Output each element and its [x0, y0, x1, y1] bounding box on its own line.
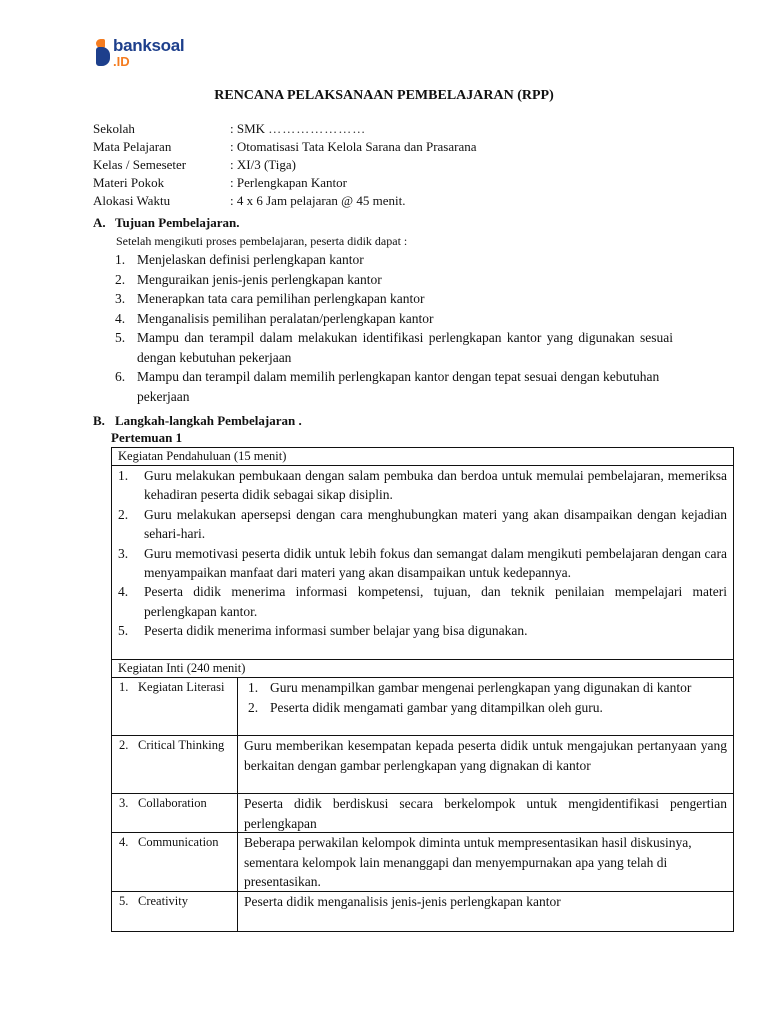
list-text: Guru melakukan pembukaan dengan salam pembuka dan berdoa untuk memulai pembelajaran, memeriksa kehadiran peserta didik sebagai sikap disiplin. — [144, 468, 727, 503]
row-label-text: Communication — [138, 835, 219, 849]
section-tujuan — [93, 215, 683, 406]
section-title: Tujuan Pembelajaran. — [115, 215, 240, 230]
identity-row-alokasi — [93, 192, 477, 210]
list-number: 2. — [115, 271, 126, 287]
identity-key: Materi Pokok — [93, 175, 165, 190]
list-number: 1. — [118, 468, 129, 483]
table-row-collaboration — [112, 794, 733, 833]
row-description: Beberapa perwakilan kelompok diminta untuk mempresentasikan hasil diskusinya, sementara kelompok lain menanggapi dan menyempurnakan apa yang telah di presentasikan. — [244, 835, 692, 889]
row-label — [112, 794, 238, 832]
list-number: 6. — [115, 369, 126, 384]
row-description: Peserta didik menganalisis jenis-jenis perlengkapan kantor — [244, 894, 561, 909]
row-label — [112, 892, 238, 932]
row-label-text: Kegiatan Literasi — [138, 680, 225, 694]
list-text: Mampu dan terampil dalam melakukan identifikasi perlengkapan kantor yang digunakan sesuai dengan kebutuhan pekerjaan — [137, 330, 673, 365]
table-row-creativity — [112, 892, 733, 932]
row-label — [112, 833, 238, 891]
list-text: Guru melakukan apersepsi dengan cara menghubungkan materi yang akan disampaikan dengan kejadian sehari-hari. — [144, 506, 727, 542]
row-label-text: Collaboration — [138, 796, 207, 810]
list-text: Menguraikan jenis-jenis perlengkapan kantor — [137, 271, 382, 287]
inti-rows — [112, 678, 733, 932]
section-langkah — [93, 413, 302, 446]
identity-value: : Perlengkapan Kantor — [230, 175, 347, 190]
list-number: 5. — [118, 623, 129, 639]
row-label — [112, 678, 238, 735]
identity-row-sekolah — [93, 120, 477, 138]
section-heading — [93, 413, 302, 429]
list-number: 5. — [115, 330, 126, 345]
tujuan-list — [115, 250, 683, 406]
identity-row-mapel — [93, 138, 477, 156]
row-description — [238, 678, 733, 735]
identity-dots: ………………… — [268, 121, 367, 136]
table-list-item — [244, 678, 727, 698]
identity-value: : XI/3 (Tiga) — [230, 157, 296, 172]
section-letter: B. — [93, 413, 105, 428]
list-text: Peserta didik mengamati gambar yang ditampilkan oleh guru. — [270, 699, 603, 715]
section-letter: A. — [93, 215, 106, 230]
list-text: Peserta didik menerima informasi kompetensi, tujuan, dan teknik penilaian mempelajari materi perlengkapan kantor. — [144, 584, 727, 619]
table-list-item — [117, 505, 727, 544]
row-number: 3. — [119, 796, 129, 810]
identity-value: : 4 x 6 Jam pelajaran @ 45 menit. — [230, 193, 406, 208]
list-item — [115, 309, 683, 329]
inti-header: Kegiatan Inti (240 menit) — [112, 660, 733, 678]
row-description: Peserta didik berdiskusi secara berkelompok untuk mengidentifikasi pengertian perlengkapan — [244, 796, 727, 831]
table-list-item — [244, 698, 727, 718]
logo-mark-icon — [95, 37, 111, 67]
list-text: Menjelaskan definisi perlengkapan kantor — [137, 252, 364, 267]
table-list-item — [117, 582, 727, 621]
identity-key: Kelas / Semeseter — [93, 157, 187, 172]
list-text: Peserta didik menerima informasi sumber belajar yang bisa digunakan. — [144, 623, 528, 639]
identity-key: Sekolah — [93, 121, 135, 136]
activity-table — [111, 447, 734, 932]
list-number: 4. — [115, 310, 126, 326]
list-number: 1. — [248, 680, 259, 695]
table-list-item — [117, 621, 727, 640]
document-title: RENCANA PELAKSANAAN PEMBELAJARAN (RPP) — [214, 88, 554, 103]
list-number: 3. — [115, 291, 126, 306]
row-label-text: Critical Thinking — [138, 738, 225, 752]
list-item — [115, 367, 683, 406]
identity-row-kelas — [93, 156, 477, 174]
list-text: Menganalisis pemilihan peralatan/perlengkapan kantor — [137, 310, 434, 326]
list-number: 2. — [118, 506, 129, 522]
row-number: 2. — [119, 738, 129, 752]
table-row-critical — [112, 736, 733, 794]
logo-suffix-text: .ID — [113, 54, 130, 69]
brand-logo — [95, 37, 184, 68]
list-item — [115, 250, 683, 270]
row-description: Guru memberikan kesempatan kepada peserta didik untuk mengajukan pertanyaan yang berkaitan dengan gambar perlengkapan yang dignakan di kantor — [244, 738, 727, 773]
list-item — [115, 270, 683, 290]
list-text: Guru menampilkan gambar mengenai perlengkapan yang digunakan di kantor — [270, 680, 692, 695]
row-number: 1. — [119, 680, 129, 694]
identity-value: : SMK — [230, 121, 266, 136]
table-row-literasi — [112, 678, 733, 736]
list-number: 4. — [118, 584, 129, 600]
list-item — [115, 328, 683, 367]
table-list-item — [117, 544, 727, 583]
section-title: Langkah-langkah Pembelajaran . — [115, 413, 302, 428]
section-heading — [93, 215, 683, 231]
list-text: Guru memotivasi peserta didik untuk lebih fokus dan semangat dalam mengikuti pembelajaran dengan cara menyampaikan manfaat dari materi yang akan disampaikan untuk kedepannya. — [144, 545, 727, 581]
identity-row-materi — [93, 174, 477, 192]
row-label — [112, 736, 238, 793]
list-number: 1. — [115, 252, 126, 267]
list-number: 3. — [118, 545, 129, 561]
list-number: 2. — [248, 699, 259, 715]
identity-block — [93, 120, 477, 210]
section-intro: Setelah mengikuti proses pembelajaran, peserta didik dapat : — [116, 234, 408, 248]
list-text: Mampu dan terampil dalam memilih perlengkapan kantor dengan tepat sesuai dengan kebutuhan pekerjaan — [137, 369, 660, 404]
pendahuluan-cell — [112, 466, 733, 660]
table-list-item — [117, 466, 727, 505]
list-item — [115, 289, 683, 309]
pendahuluan-header: Kegiatan Pendahuluan (15 menit) — [112, 448, 733, 466]
logo-brand-text: banksoal — [113, 36, 185, 55]
identity-key: Mata Pelajaran — [93, 139, 172, 154]
list-text: Menerapkan tata cara pemilihan perlengkapan kantor — [137, 291, 425, 306]
identity-key: Alokasi Waktu — [93, 193, 171, 208]
row-label-text: Creativity — [138, 894, 188, 908]
table-row-communication — [112, 833, 733, 892]
identity-value: : Otomatisasi Tata Kelola Sarana dan Prasarana — [230, 139, 477, 154]
row-number: 5. — [119, 894, 129, 908]
row-number: 4. — [119, 835, 129, 849]
meeting-title: Pertemuan 1 — [111, 430, 183, 445]
